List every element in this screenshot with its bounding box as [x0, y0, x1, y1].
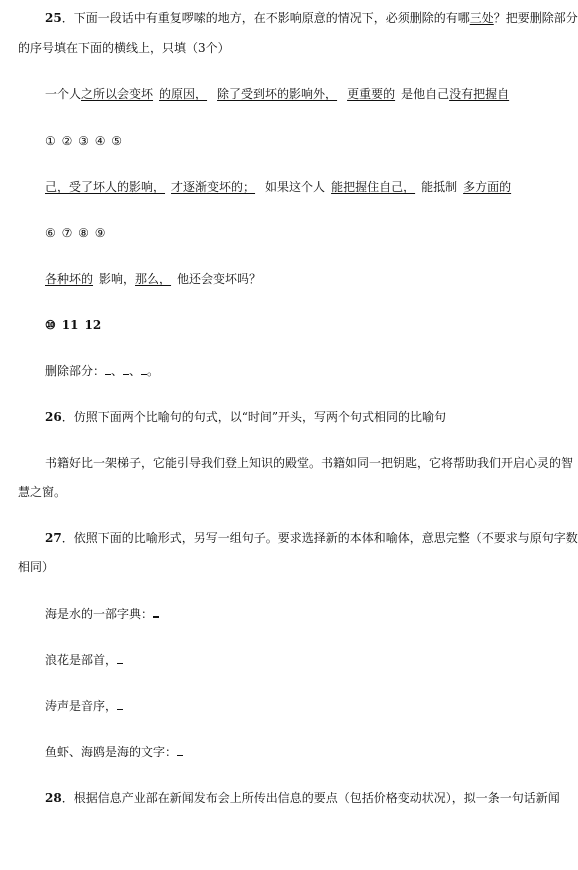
q25-seg-10: 才逐渐变坏的；: [171, 180, 256, 194]
q25-seg-17: 那么，: [135, 272, 172, 286]
q25-row1: [45, 86, 509, 102]
q26-example-line1: 书籍好比一架梯子，它能引导我们登上知识的殿堂。书籍如同一把钥匙，它将帮助我们开启心灵的智: [45, 456, 574, 470]
q27-title-line2: 相同）: [18, 560, 55, 574]
q28-title: 28．根据信息产业部在新闻发布会上所传出信息的要点（包括价格变动状况），拟一条一句话新闻: [45, 791, 560, 805]
q25-row3: [45, 271, 261, 287]
q25-three-places: 三处: [469, 11, 494, 25]
q26-example-line2: 慧之窗。: [18, 485, 67, 499]
q25-seg-4: 除了受到坏的影响外，: [217, 87, 338, 101]
q25-seg-12: 能把握住自己，: [331, 180, 416, 194]
q27-sentence-4: 鱼虾、海鸥是海的文字：: [45, 744, 183, 760]
q25-nums2: ⑥ ⑦ ⑧ ⑨: [45, 226, 107, 240]
q25-seg-16: 影响，: [99, 272, 136, 286]
answer-blank[interactable]: [117, 653, 123, 664]
q25-seg-2: 之所以会变坏: [81, 87, 154, 101]
q27-number: 27: [45, 531, 62, 545]
q27-title: 27．依照下面的比喻形式，另写一组句子。要求选择新的本体和喻体，意思完整（不要求与原句字数: [45, 531, 578, 545]
q25-seg-7: 没有把握自: [449, 87, 510, 101]
q25-seg-9: 受了坏人的影响，: [69, 180, 166, 194]
q25-seg-6: 是他自己: [401, 87, 450, 101]
q26-number: 26: [45, 410, 62, 424]
answer-blank[interactable]: [117, 699, 123, 710]
q26-title: 26．仿照下面两个比喻句的句式，以“时间”开头，写两个句式相同的比喻句: [45, 410, 446, 424]
q25-nums3: ⑩ 11 12: [45, 318, 102, 332]
q27-sentence-1: 海是水的一部字典：: [45, 606, 159, 622]
q27-sentence-2: 浪花是部首，: [45, 652, 123, 668]
q28-number: 28: [45, 791, 62, 805]
q25-seg-11: 如果这个人: [265, 180, 326, 194]
q25-nums1: ① ② ③ ④ ⑤: [45, 134, 124, 148]
q25-seg-15: 各种坏的: [45, 272, 94, 286]
q25-number: 25: [45, 11, 62, 25]
q25-seg-13: 能抵制: [421, 180, 458, 194]
q25-seg-18: 他还会变坏吗？: [177, 272, 262, 286]
q25-delete-label: 删除部分：: [45, 364, 106, 378]
q25-title-line2: 的序号填在下面的横线上，只填（3个）: [18, 41, 230, 55]
q25-seg-5: 更重要的: [347, 87, 396, 101]
q25-title: 25．下面一段话中有重复啰嗦的地方，在不影响原意的情况下，必须删除的有哪三处？把要删除部分: [45, 11, 578, 25]
answer-blank[interactable]: [153, 606, 159, 618]
q27-sentence-3: 涛声是音序，: [45, 698, 123, 714]
q25-seg-1: 一个人: [45, 87, 82, 101]
q25-seg-8: 己，: [45, 180, 70, 194]
q25-seg-14: 多方面的: [463, 180, 512, 194]
answer-blank[interactable]: [177, 745, 183, 756]
q25-row2: [45, 179, 511, 195]
q25-delete-line: 删除部分： 、 、 。: [45, 364, 160, 378]
q25-seg-3: 的原因，: [159, 87, 208, 101]
